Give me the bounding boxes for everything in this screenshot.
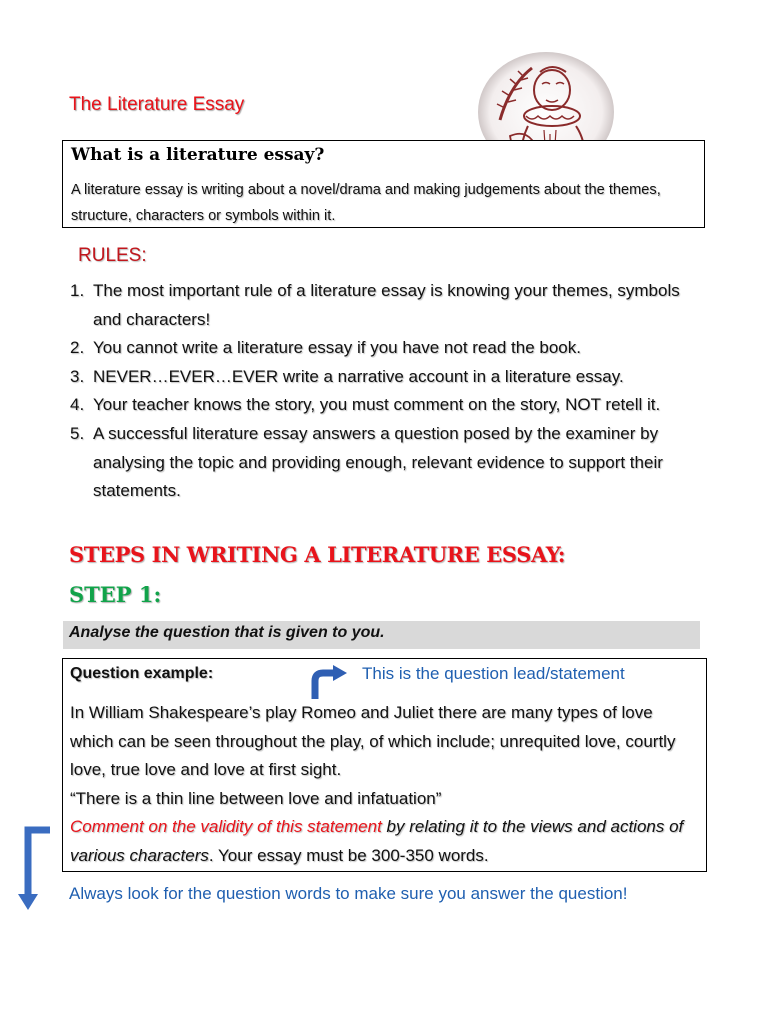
curved-arrow-right-icon: [309, 665, 349, 701]
definition-heading: What is a literature essay?: [71, 145, 325, 165]
rules-heading: RULES:: [78, 245, 147, 266]
rule-item: [70, 420, 710, 506]
rule-text: The most important rule of a literature essay is knowing your themes, symbols and characters!: [93, 281, 680, 329]
rule-item: [70, 391, 710, 420]
question-word-limit: . Your essay must be 300-350 words.: [208, 845, 489, 865]
question-lead-note: This is the question lead/statement: [362, 664, 625, 683]
rule-text: You cannot write a literature essay if you have not read the book.: [93, 338, 581, 358]
rule-text: NEVER…EVER…EVER write a narrative account in a literature essay.: [93, 366, 624, 386]
question-example-label: Question example:: [70, 665, 214, 682]
rule-item: [70, 277, 710, 334]
steps-heading: STEPS IN WRITING A LITERATURE ESSAY:: [69, 542, 566, 567]
rule-number: 5.: [70, 423, 85, 443]
definition-box: [62, 140, 705, 228]
rule-number: 4.: [70, 395, 85, 415]
rule-number: 3.: [70, 366, 85, 386]
rule-text: Your teacher knows the story, you must comment on the story, NOT retell it.: [93, 395, 661, 415]
question-body: [70, 699, 700, 871]
rule-number: 2.: [70, 338, 85, 358]
rule-item: [70, 334, 710, 363]
rule-item: [70, 363, 710, 392]
step1-heading: STEP 1:: [69, 582, 162, 607]
document-title: The Literature Essay: [69, 94, 245, 115]
question-quote: “There is a thin line between love and infatuation”: [70, 788, 442, 808]
question-instruction-detail: by relating it to the views and actions of various characters: [70, 817, 684, 865]
question-instruction: [70, 813, 700, 870]
definition-text: A literature essay is writing about a novel/drama and making judgements about the themes, structure, characters or symbols within it.: [71, 182, 661, 224]
step1-instruction: Analyse the question that is given to you.: [69, 624, 385, 641]
rule-number: 1.: [70, 281, 85, 300]
rule-text: A successful literature essay answers a question posed by the examiner by analysing the topic and providing enough, relevant evidence to support their statements.: [93, 423, 663, 501]
question-example-box: [62, 658, 707, 872]
bent-arrow-down-icon: [14, 822, 54, 912]
rules-list: [70, 277, 710, 506]
question-instruction-key: Comment on the validity of this statement: [70, 817, 382, 837]
question-context: In William Shakespeare’s play Romeo and Juliet there are many types of love which can be seen throughout the play, of which include; unrequited love, courtly love, true love and love at first sight.: [70, 703, 676, 780]
tip-text: Always look for the question words to make sure you answer the question!: [69, 884, 628, 903]
step1-instruction-bar: [63, 621, 700, 649]
